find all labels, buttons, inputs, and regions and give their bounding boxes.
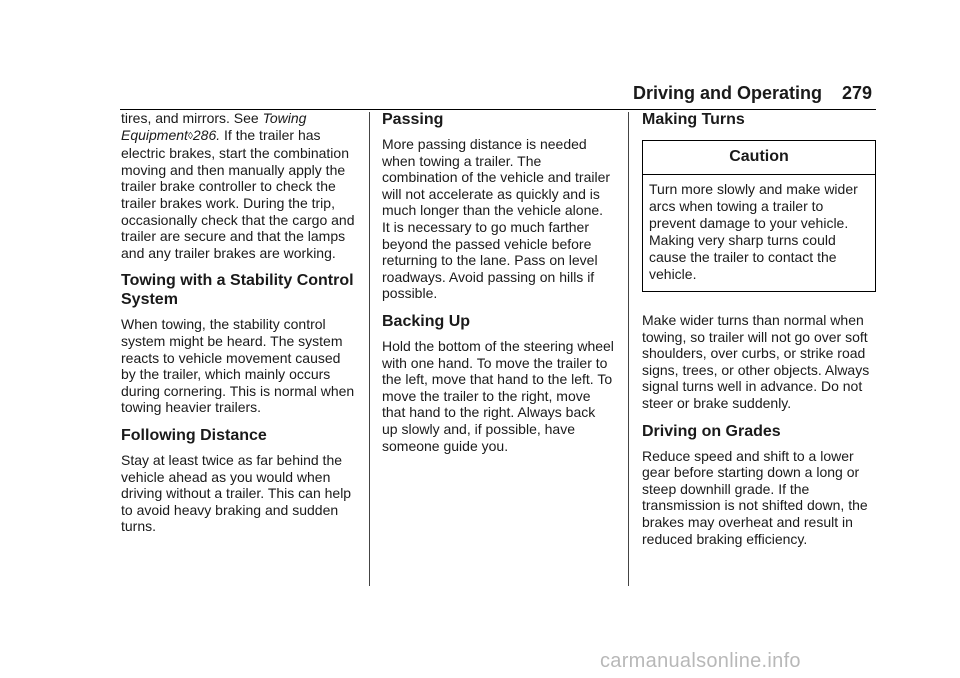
watermark: carmanualsonline.info bbox=[600, 650, 801, 672]
section-title: Driving and Operating bbox=[633, 83, 823, 103]
page-header bbox=[0, 82, 960, 112]
driving-on-grades-heading: Driving on Grades bbox=[642, 422, 781, 440]
column-divider-2 bbox=[628, 112, 629, 586]
column-divider-1 bbox=[369, 112, 370, 586]
intro-text-continued: If the trailer has electric brakes, start the combination moving and then manually apply the trailer brake controller to check the trailer brakes work. During the trip, occasionally check that the cargo and trailer are secure and that the lamps and any trailer brakes are working. bbox=[121, 126, 355, 261]
driving-on-grades-text: Reduce speed and shift to a lower gear before starting down a long or steep downhill grade. If the transmission is not shifted down, the brakes may overheat and result in reduced braking efficiency. bbox=[642, 447, 868, 547]
passing-text: More passing distance is needed when towing a trailer. The combination of the vehicle and trailer will not accelerate as quickly and is much longer than the vehicle alone. It is necessary to go much farther beyond the passed vehicle before returning to the lane. Pass on level roadways. Avoid passing on hills if possible. bbox=[382, 136, 611, 302]
passing-heading: Passing bbox=[382, 111, 444, 128]
cross-reference-icon: ◊ bbox=[187, 130, 193, 142]
caution-title: Caution bbox=[643, 141, 875, 175]
making-turns-text: Make wider turns than normal when towing, so trailer will not go over soft shoulders, over curbs, or strike road signs, trees, or other objects. Always signal turns well in advance. Do not steer or brake suddenly. bbox=[642, 312, 870, 411]
caution-box bbox=[642, 140, 876, 292]
column-right bbox=[642, 110, 876, 547]
stability-control-heading: Towing with a Stability Control System bbox=[121, 272, 354, 309]
making-turns-heading: Making Turns bbox=[642, 111, 745, 128]
stability-control-text: When towing, the stability control system might be heard. The system reacts to vehicle movement caused by the trailer, which mainly occurs during cornering. This is normal when towing heavier trailers. bbox=[121, 316, 355, 416]
towing-equipment-page-ref[interactable]: 286. bbox=[192, 126, 221, 143]
intro-paragraph bbox=[121, 110, 355, 261]
page-number: 279 bbox=[841, 83, 872, 103]
following-distance-text: Stay at least twice as far behind the vehicle ahead as you would when driving without a trailer. This can help to avoid heavy braking and sudden turns. bbox=[121, 451, 352, 535]
column-middle bbox=[382, 110, 614, 454]
following-distance-heading: Following Distance bbox=[121, 426, 267, 444]
towing-equipment-link[interactable]: Towing Equipment bbox=[121, 110, 307, 143]
caution-text: Turn more slowly and make wider arcs when towing a trailer to prevent damage to your vehicle. Making very sharp turns could cause the trailer to contact the vehicle. bbox=[649, 181, 858, 282]
backing-up-text: Hold the bottom of the steering wheel with one hand. To move the trailer to the left, move that hand to the left. To move the trailer to the right, move that hand to the right. Always back up slowly and, if possible, have someone guide you. bbox=[382, 337, 614, 454]
column-left bbox=[121, 110, 355, 535]
backing-up-heading: Backing Up bbox=[382, 312, 471, 330]
intro-text: tires, and mirrors. See bbox=[121, 110, 263, 126]
